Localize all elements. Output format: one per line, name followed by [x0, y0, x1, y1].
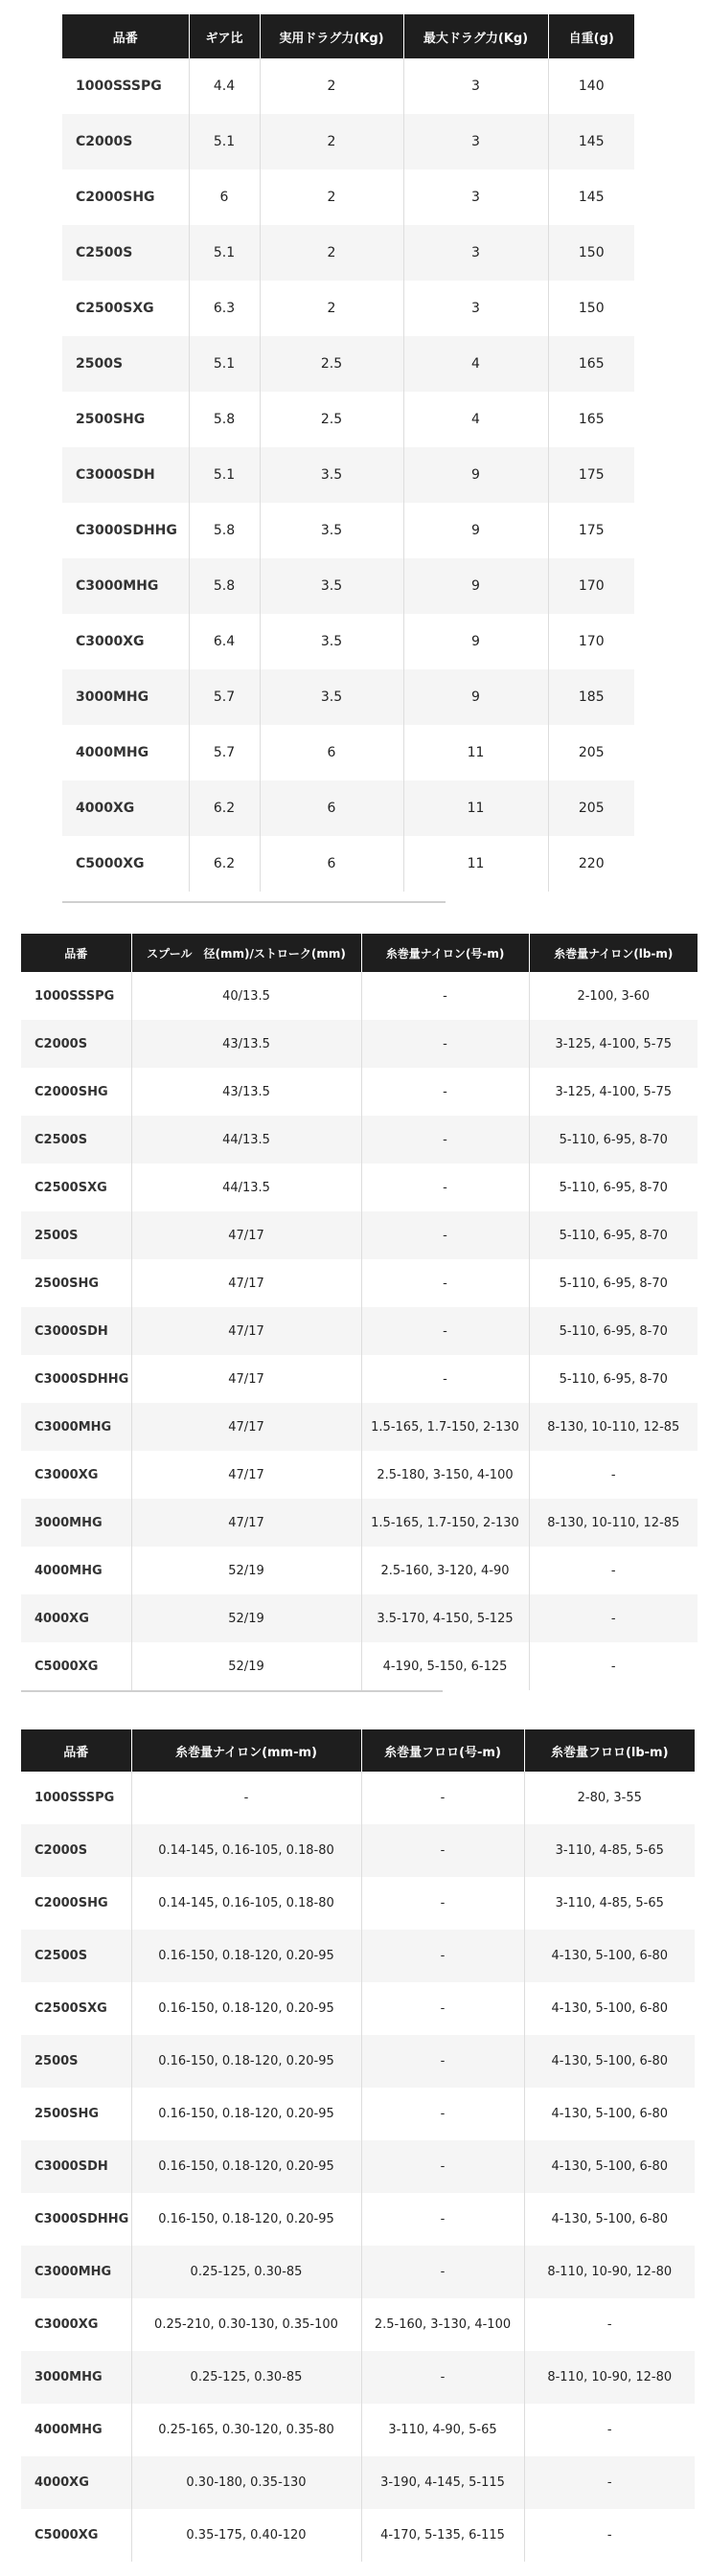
model-number-cell: C3000SDH: [62, 447, 189, 503]
table-row: [21, 1930, 695, 1982]
spec-cell: 8-110, 10-90, 12-80: [524, 2246, 695, 2298]
spec-cell: 40/13.5: [131, 972, 361, 1020]
spec-cell: -: [361, 1020, 529, 1068]
spec-cell: 11: [403, 836, 548, 892]
model-number-cell: C2500SXG: [21, 1164, 131, 1211]
spec-cell: 170: [548, 614, 634, 669]
table-row: [21, 2193, 695, 2246]
spec-cell: 5-110, 6-95, 8-70: [529, 1355, 698, 1403]
table-row: [21, 2509, 695, 2562]
spec-cell: 5-110, 6-95, 8-70: [529, 1211, 698, 1259]
model-number-cell: C2500S: [21, 1930, 131, 1982]
spec-cell: -: [361, 1930, 524, 1982]
table-row: [21, 1307, 698, 1355]
spec-cell: 2.5-160, 3-120, 4-90: [361, 1547, 529, 1594]
spec-cell: 5.1: [189, 114, 260, 169]
model-number-cell: 4000MHG: [21, 1547, 131, 1594]
spec-cell: 5.1: [189, 336, 260, 392]
spec-cell: 150: [548, 281, 634, 336]
spec-cell: -: [361, 1307, 529, 1355]
table-row: [21, 2088, 695, 2140]
spec-cell: 6: [260, 836, 403, 892]
model-number-cell: 2500S: [21, 2035, 131, 2088]
model-number-cell: C5000XG: [21, 2509, 131, 2562]
spec-cell: 47/17: [131, 1259, 361, 1307]
spec-cell: 11: [403, 780, 548, 836]
spec-cell: -: [361, 2140, 524, 2193]
model-number-cell: 1000SSSPG: [21, 1772, 131, 1824]
column-header: 糸巻量フロロ(号-m): [361, 1729, 524, 1772]
spec-cell: 4.4: [189, 58, 260, 114]
spec-cell: 47/17: [131, 1211, 361, 1259]
spec-cell: -: [529, 1547, 698, 1594]
table-row: [62, 447, 634, 503]
spec-cell: 4-130, 5-100, 6-80: [524, 2193, 695, 2246]
spec-cell: 1.5-165, 1.7-150, 2-130: [361, 1403, 529, 1451]
spec-cell: 0.16-150, 0.18-120, 0.20-95: [131, 2193, 361, 2246]
table-row: [21, 1547, 698, 1594]
spec-cell: 3: [403, 114, 548, 169]
spec-cell: -: [361, 1211, 529, 1259]
model-number-cell: 1000SSSPG: [21, 972, 131, 1020]
model-number-cell: 4000XG: [21, 2456, 131, 2509]
column-header: スプール 径(mm)/ストローク(mm): [131, 934, 361, 972]
spec-cell: 6: [189, 169, 260, 225]
spec-cell: 44/13.5: [131, 1116, 361, 1164]
model-number-cell: C2000S: [21, 1824, 131, 1877]
spec-cell: 47/17: [131, 1499, 361, 1547]
spec-cell: 2: [260, 114, 403, 169]
spec-cell: 4-130, 5-100, 6-80: [524, 2140, 695, 2193]
spec-cell: 0.14-145, 0.16-105, 0.18-80: [131, 1824, 361, 1877]
model-number-cell: 2500SHG: [21, 2088, 131, 2140]
column-header: 自重(g): [548, 14, 634, 58]
spec-cell: -: [361, 2088, 524, 2140]
spec-cell: 2-80, 3-55: [524, 1772, 695, 1824]
model-number-cell: C3000SDH: [21, 2140, 131, 2193]
table-row: [21, 1499, 698, 1547]
spec-cell: 8-110, 10-90, 12-80: [524, 2351, 695, 2404]
spec-cell: 9: [403, 503, 548, 558]
spec-cell: 3.5: [260, 447, 403, 503]
model-number-cell: C2500SXG: [21, 1982, 131, 2035]
column-header: ギア比: [189, 14, 260, 58]
spec-cell: 2.5-180, 3-150, 4-100: [361, 1451, 529, 1499]
table-row: [62, 392, 634, 447]
column-header: 糸巻量ナイロン(mm-m): [131, 1729, 361, 1772]
model-number-cell: C2000SHG: [62, 169, 189, 225]
spec-cell: 3.5-170, 4-150, 5-125: [361, 1594, 529, 1642]
spec-table-drag-weight: [62, 14, 634, 892]
column-header: 糸巻量ナイロン(号-m): [361, 934, 529, 972]
spec-cell: 3-190, 4-145, 5-115: [361, 2456, 524, 2509]
table-row: [62, 836, 634, 892]
spec-cell: -: [361, 1772, 524, 1824]
spec-table-spool-nylon: [21, 934, 698, 1690]
spec-cell: 4-170, 5-135, 6-115: [361, 2509, 524, 2562]
spec-cell: 0.30-180, 0.35-130: [131, 2456, 361, 2509]
spec-cell: 3: [403, 169, 548, 225]
spec-cell: -: [524, 2404, 695, 2456]
spec-cell: -: [361, 1982, 524, 2035]
table-row: [62, 558, 634, 614]
table-row: [21, 1068, 698, 1116]
table-row: [62, 281, 634, 336]
table-row: [21, 1403, 698, 1451]
spec-cell: 3.5: [260, 503, 403, 558]
spec-cell: 3.5: [260, 669, 403, 725]
spec-cell: 0.35-175, 0.40-120: [131, 2509, 361, 2562]
spec-cell: 44/13.5: [131, 1164, 361, 1211]
spec-cell: -: [131, 1772, 361, 1824]
model-number-cell: C2000S: [62, 114, 189, 169]
spec-cell: 3: [403, 281, 548, 336]
spec-cell: 9: [403, 669, 548, 725]
spec-cell: 0.16-150, 0.18-120, 0.20-95: [131, 1930, 361, 1982]
model-number-cell: C3000MHG: [62, 558, 189, 614]
spec-cell: -: [361, 2246, 524, 2298]
spec-cell: 5-110, 6-95, 8-70: [529, 1164, 698, 1211]
table-row: [21, 1877, 695, 1930]
spec-cell: 5-110, 6-95, 8-70: [529, 1116, 698, 1164]
spec-cell: 2: [260, 225, 403, 281]
table-row: [21, 1772, 695, 1824]
table-header-row: [62, 14, 634, 58]
spec-cell: 52/19: [131, 1642, 361, 1690]
table-row: [21, 1982, 695, 2035]
spec-cell: -: [361, 1068, 529, 1116]
spec-cell: -: [361, 2351, 524, 2404]
spec-cell: 5-110, 6-95, 8-70: [529, 1307, 698, 1355]
table-row: [21, 1642, 698, 1690]
table-row: [62, 58, 634, 114]
column-header: 品番: [21, 1729, 131, 1772]
model-number-cell: C3000MHG: [21, 2246, 131, 2298]
table-row: [21, 1824, 695, 1877]
table-row: [62, 780, 634, 836]
spec-cell: 5.8: [189, 558, 260, 614]
spec-cell: -: [361, 1164, 529, 1211]
table-row: [21, 972, 698, 1020]
table-row: [21, 2246, 695, 2298]
model-number-cell: 3000MHG: [62, 669, 189, 725]
column-header: 実用ドラグ力(Kg): [260, 14, 403, 58]
table-row: [21, 2456, 695, 2509]
model-number-cell: C5000XG: [62, 836, 189, 892]
spec-cell: 0.16-150, 0.18-120, 0.20-95: [131, 1982, 361, 2035]
spec-cell: 170: [548, 558, 634, 614]
spec-cell: 5.1: [189, 225, 260, 281]
spec-cell: 6.4: [189, 614, 260, 669]
table-row: [21, 1451, 698, 1499]
spec-cell: -: [361, 1116, 529, 1164]
model-number-cell: C2000S: [21, 1020, 131, 1068]
table-row: [21, 2351, 695, 2404]
spec-cell: -: [524, 2509, 695, 2562]
model-number-cell: 2500SHG: [21, 1259, 131, 1307]
spec-cell: 0.25-165, 0.30-120, 0.35-80: [131, 2404, 361, 2456]
model-number-cell: C2500SXG: [62, 281, 189, 336]
spec-cell: 8-130, 10-110, 12-85: [529, 1499, 698, 1547]
spec-cell: -: [529, 1594, 698, 1642]
model-number-cell: C2000SHG: [21, 1068, 131, 1116]
spec-cell: 52/19: [131, 1547, 361, 1594]
model-number-cell: 4000MHG: [62, 725, 189, 780]
spec-cell: 165: [548, 336, 634, 392]
spec-cell: 6: [260, 725, 403, 780]
spec-cell: 4-190, 5-150, 6-125: [361, 1642, 529, 1690]
spec-cell: 0.14-145, 0.16-105, 0.18-80: [131, 1877, 361, 1930]
table-row: [62, 669, 634, 725]
spec-cell: 9: [403, 614, 548, 669]
spec-cell: 2.5-160, 3-130, 4-100: [361, 2298, 524, 2351]
spec-cell: 6.2: [189, 836, 260, 892]
spec-cell: 3.5: [260, 558, 403, 614]
spec-cell: 205: [548, 780, 634, 836]
table-row: [21, 1116, 698, 1164]
table-row: [62, 336, 634, 392]
table-row: [62, 725, 634, 780]
model-number-cell: 4000XG: [21, 1594, 131, 1642]
model-number-cell: 2500S: [21, 1211, 131, 1259]
spec-cell: 4: [403, 336, 548, 392]
spec-cell: 205: [548, 725, 634, 780]
column-header: 最大ドラグ力(Kg): [403, 14, 548, 58]
spec-cell: 3: [403, 225, 548, 281]
spec-cell: -: [361, 1355, 529, 1403]
spec-cell: 140: [548, 58, 634, 114]
spec-cell: 3-110, 4-85, 5-65: [524, 1877, 695, 1930]
spec-table-line-capacity: [21, 1729, 695, 2562]
table-row: [21, 1164, 698, 1211]
spec-cell: 5.1: [189, 447, 260, 503]
spec-cell: 8-130, 10-110, 12-85: [529, 1403, 698, 1451]
spec-cell: 5.8: [189, 392, 260, 447]
model-number-cell: C3000SDHHG: [62, 503, 189, 558]
spec-cell: 4: [403, 392, 548, 447]
spec-cell: 0.25-125, 0.30-85: [131, 2246, 361, 2298]
spec-cell: 6: [260, 780, 403, 836]
spec-cell: 6.2: [189, 780, 260, 836]
spec-cell: 0.25-210, 0.30-130, 0.35-100: [131, 2298, 361, 2351]
model-number-cell: C3000SDHHG: [21, 2193, 131, 2246]
spec-cell: 145: [548, 114, 634, 169]
model-number-cell: 4000XG: [62, 780, 189, 836]
spec-cell: 3-125, 4-100, 5-75: [529, 1020, 698, 1068]
spec-cell: 2.5: [260, 392, 403, 447]
spec-cell: 3-125, 4-100, 5-75: [529, 1068, 698, 1116]
spec-cell: 185: [548, 669, 634, 725]
spec-cell: 4-130, 5-100, 6-80: [524, 2035, 695, 2088]
table-bottom-edge: [21, 1690, 443, 1692]
spec-cell: 11: [403, 725, 548, 780]
spec-cell: 2: [260, 58, 403, 114]
spec-cell: 9: [403, 447, 548, 503]
table-row: [62, 225, 634, 281]
model-number-cell: C3000MHG: [21, 1403, 131, 1451]
spec-cell: -: [529, 1642, 698, 1690]
spec-cell: 4-130, 5-100, 6-80: [524, 1930, 695, 1982]
spec-cell: 5-110, 6-95, 8-70: [529, 1259, 698, 1307]
spec-cell: 6.3: [189, 281, 260, 336]
spec-cell: -: [361, 972, 529, 1020]
spec-cell: 52/19: [131, 1594, 361, 1642]
spec-cell: 175: [548, 503, 634, 558]
spec-cell: 2: [260, 281, 403, 336]
spec-cell: 43/13.5: [131, 1020, 361, 1068]
spec-cell: 0.16-150, 0.18-120, 0.20-95: [131, 2035, 361, 2088]
model-number-cell: C2500S: [21, 1116, 131, 1164]
spec-cell: 47/17: [131, 1451, 361, 1499]
table-row: [21, 1020, 698, 1068]
column-header: 糸巻量フロロ(lb-m): [524, 1729, 695, 1772]
spec-cell: 0.16-150, 0.18-120, 0.20-95: [131, 2088, 361, 2140]
spec-cell: -: [524, 2298, 695, 2351]
spec-cell: -: [361, 2035, 524, 2088]
column-header: 品番: [21, 934, 131, 972]
spec-cell: 0.16-150, 0.18-120, 0.20-95: [131, 2140, 361, 2193]
spec-cell: 220: [548, 836, 634, 892]
spec-cell: 9: [403, 558, 548, 614]
spec-cell: 3-110, 4-85, 5-65: [524, 1824, 695, 1877]
spec-cell: 150: [548, 225, 634, 281]
spec-cell: 4-130, 5-100, 6-80: [524, 1982, 695, 2035]
table-row: [21, 2140, 695, 2193]
table-header-row: [21, 1729, 695, 1772]
table-row: [21, 1211, 698, 1259]
spec-cell: 3: [403, 58, 548, 114]
spec-cell: 47/17: [131, 1307, 361, 1355]
spec-cell: 5.7: [189, 669, 260, 725]
spec-cell: 175: [548, 447, 634, 503]
model-number-cell: 3000MHG: [21, 2351, 131, 2404]
model-number-cell: C2500S: [62, 225, 189, 281]
model-number-cell: 2500SHG: [62, 392, 189, 447]
table-row: [21, 1259, 698, 1307]
table-row: [21, 1355, 698, 1403]
spec-cell: 2: [260, 169, 403, 225]
model-number-cell: C3000XG: [62, 614, 189, 669]
spec-cell: 47/17: [131, 1355, 361, 1403]
spec-cell: -: [361, 1259, 529, 1307]
spec-cell: 1.5-165, 1.7-150, 2-130: [361, 1499, 529, 1547]
spec-cell: 5.7: [189, 725, 260, 780]
spec-cell: 4-130, 5-100, 6-80: [524, 2088, 695, 2140]
model-number-cell: C3000XG: [21, 2298, 131, 2351]
spec-cell: 0.25-125, 0.30-85: [131, 2351, 361, 2404]
table-row: [62, 614, 634, 669]
model-number-cell: C3000SDH: [21, 1307, 131, 1355]
table-row: [62, 503, 634, 558]
model-number-cell: C2000SHG: [21, 1877, 131, 1930]
spec-cell: 145: [548, 169, 634, 225]
spec-cell: -: [361, 2193, 524, 2246]
spec-cell: 5.8: [189, 503, 260, 558]
table-row: [21, 1594, 698, 1642]
spec-cell: 2.5: [260, 336, 403, 392]
table-row: [62, 114, 634, 169]
column-header: 品番: [62, 14, 189, 58]
column-header: 糸巻量ナイロン(lb-m): [529, 934, 698, 972]
spec-cell: 2-100, 3-60: [529, 972, 698, 1020]
spec-cell: 3.5: [260, 614, 403, 669]
model-number-cell: 1000SSSPG: [62, 58, 189, 114]
spec-cell: 3-110, 4-90, 5-65: [361, 2404, 524, 2456]
table-header-row: [21, 934, 698, 972]
table-row: [62, 169, 634, 225]
table-row: [21, 2298, 695, 2351]
table-row: [21, 2035, 695, 2088]
model-number-cell: 2500S: [62, 336, 189, 392]
spec-cell: -: [361, 1877, 524, 1930]
spec-cell: 165: [548, 392, 634, 447]
spec-cell: -: [529, 1451, 698, 1499]
spec-cell: -: [524, 2456, 695, 2509]
table-bottom-edge: [62, 901, 446, 903]
spec-cell: 47/17: [131, 1403, 361, 1451]
model-number-cell: C3000SDHHG: [21, 1355, 131, 1403]
model-number-cell: 3000MHG: [21, 1499, 131, 1547]
spec-cell: -: [361, 1824, 524, 1877]
model-number-cell: 4000MHG: [21, 2404, 131, 2456]
table-row: [21, 2404, 695, 2456]
spec-cell: 43/13.5: [131, 1068, 361, 1116]
model-number-cell: C3000XG: [21, 1451, 131, 1499]
model-number-cell: C5000XG: [21, 1642, 131, 1690]
